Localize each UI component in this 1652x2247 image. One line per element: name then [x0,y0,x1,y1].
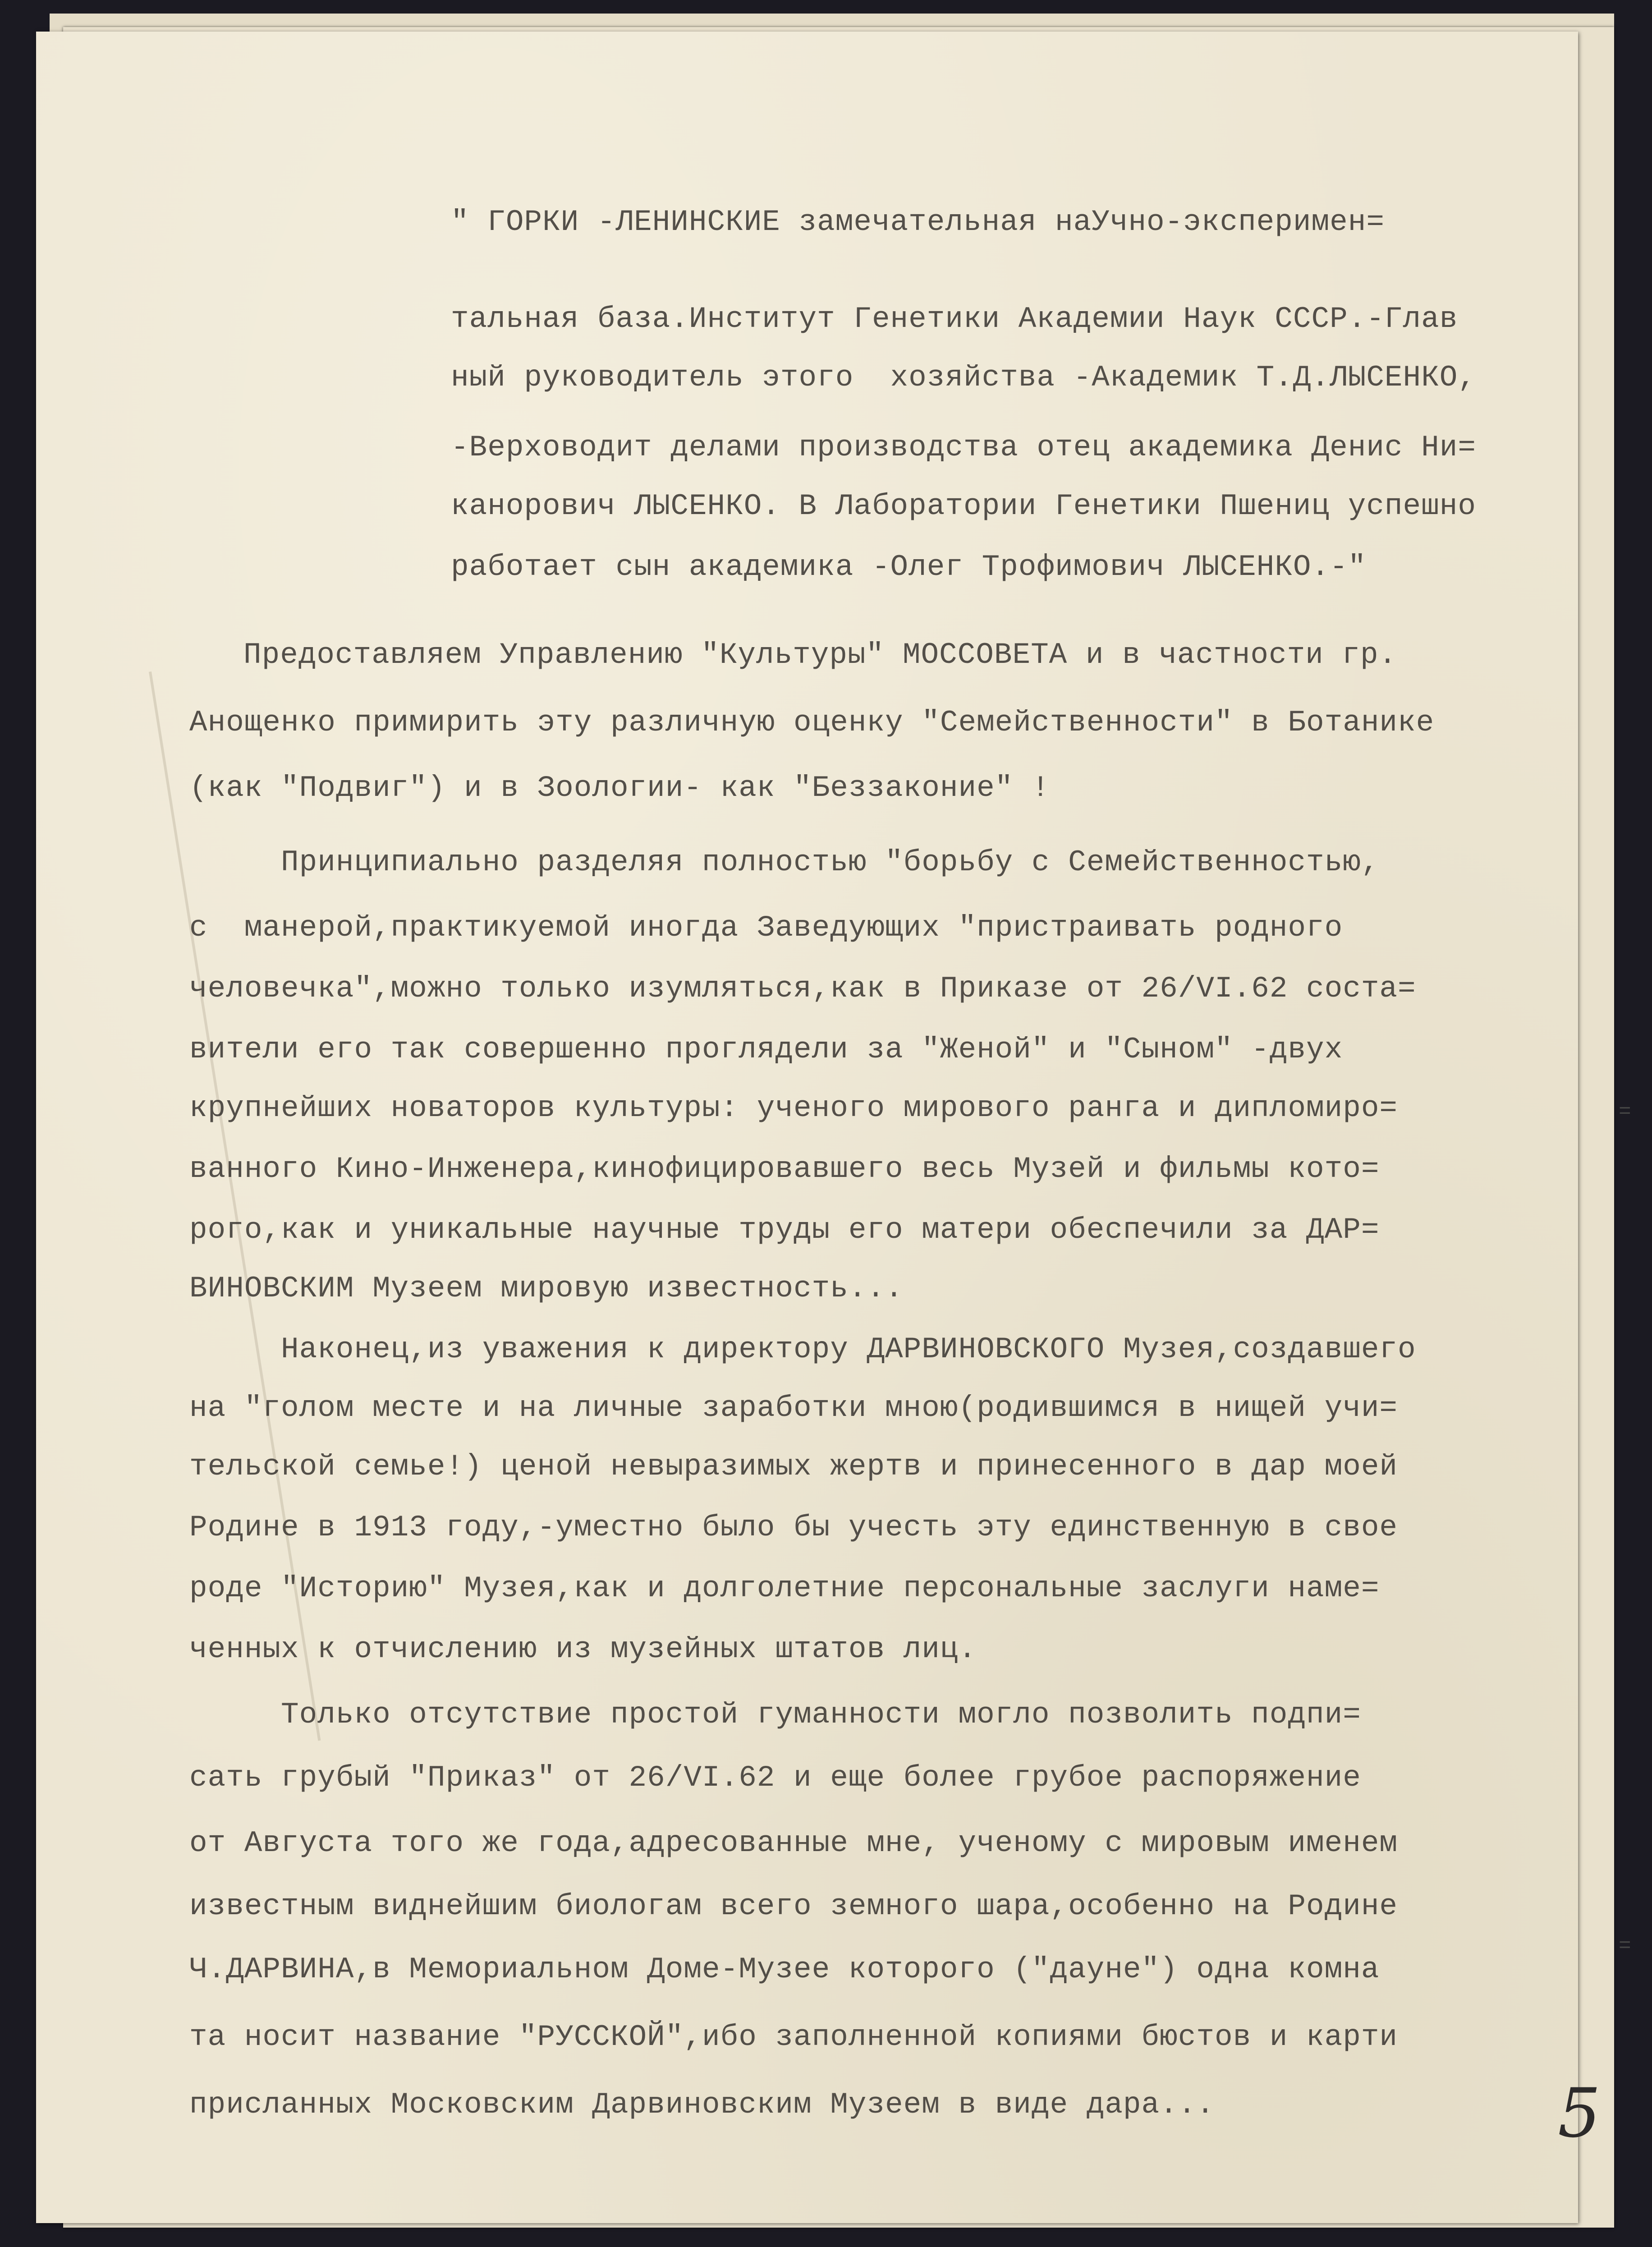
body-line: Наконец,из уважения к директору ДАРВИНОВСКОГО Музея,создавшего [189,1333,1416,1366]
body-line: крупнейших новаторов культуры: ученого мирового ранга и дипломиро= [189,1091,1398,1125]
page-number: 5 [1558,2074,1601,2153]
body-line: сать грубый "Приказ" от 26/VI.62 и еще более грубое распоряжение [189,1761,1361,1795]
body-line: тельской семье!) ценой невыразимых жертв и принесенного в дар моей [189,1450,1398,1484]
body-line: ВИНОВСКИМ Музеем мировую известность... [189,1272,904,1305]
quote-line: " ГОРКИ -ЛЕНИНСКИЕ замечательная наУчно-эксперимен= [451,205,1385,239]
edge-mark: = [1619,1100,1631,1124]
edge-mark: = [1619,1935,1631,1958]
body-line: человечка",можно только изумляться,как в Приказе от 26/VI.62 соста= [189,972,1416,1006]
quote-line: работает сын академика -Олег Трофимович ЛЫСЕНКО.-" [451,550,1367,584]
body-line: Принципиально разделяя полностью "борьбу с Семейственностью, [189,845,1380,879]
body-line: от Августа того же года,адресованные мне, ученому с мировым именем [189,1826,1398,1860]
body-line: Только отсутствие простой гуманности могло позволить подпи= [189,1698,1361,1732]
body-line: та носит название "РУССКОЙ",ибо заполненной копиями бюстов и карти [189,2020,1398,2054]
body-line: вители его так совершенно проглядели за "Женой" и "Сыном" -двух [189,1033,1343,1066]
body-line: присланных Московским Дарвиновским Музеем в виде дара... [189,2088,1215,2122]
body-line: роде "Историю" Музея,как и долголетние персональные заслуги наме= [189,1572,1380,1605]
body-line: Родине в 1913 году,-уместно было бы учесть эту единственную в свое [189,1511,1398,1544]
body-line: ченных к отчислению из музейных штатов лиц. [189,1632,977,1666]
body-line: Ч.ДАРВИНА,в Мемориальном Доме-Музее которого ("дауне") одна комна [189,1953,1380,1986]
body-line: известным виднейшим биологам всего земного шара,особенно на Родине [189,1889,1398,1923]
body-line: Анощенко примирить эту различную оценку "Семейственности" в Ботанике [189,706,1435,740]
body-line: (как "Подвиг") и в Зоологии- как "Беззаконие" ! [189,771,1050,805]
body-line: с манерой,практикуемой иногда Заведующих "пристраивать родного [189,911,1343,945]
body-line: на "голом месте и на личные заработки мною(родившимся в нищей учи= [189,1391,1398,1425]
quote-line: ный руководитель этого хозяйства -Академик Т.Д.ЛЫСЕНКО, [451,361,1476,395]
quote-line: канорович ЛЫСЕНКО. В Лаборатории Генетики Пшениц успешно [451,489,1476,523]
body-line: рого,как и уникальные научные труды его матери обеспечили за ДАР= [189,1213,1380,1247]
quote-line: -Верховодит делами производства отец академика Денис Ни= [451,431,1476,464]
body-line: Предоставляем Управлению "Культуры" МОССОВЕТА и в частности гр. [243,638,1397,672]
quote-line: тальная база.Институт Генетики Академии Наук СССР.-Глав [451,302,1458,336]
body-line: ванного Кино-Инженера,кинофицировавшего весь Музей и фильмы кото= [189,1152,1380,1186]
